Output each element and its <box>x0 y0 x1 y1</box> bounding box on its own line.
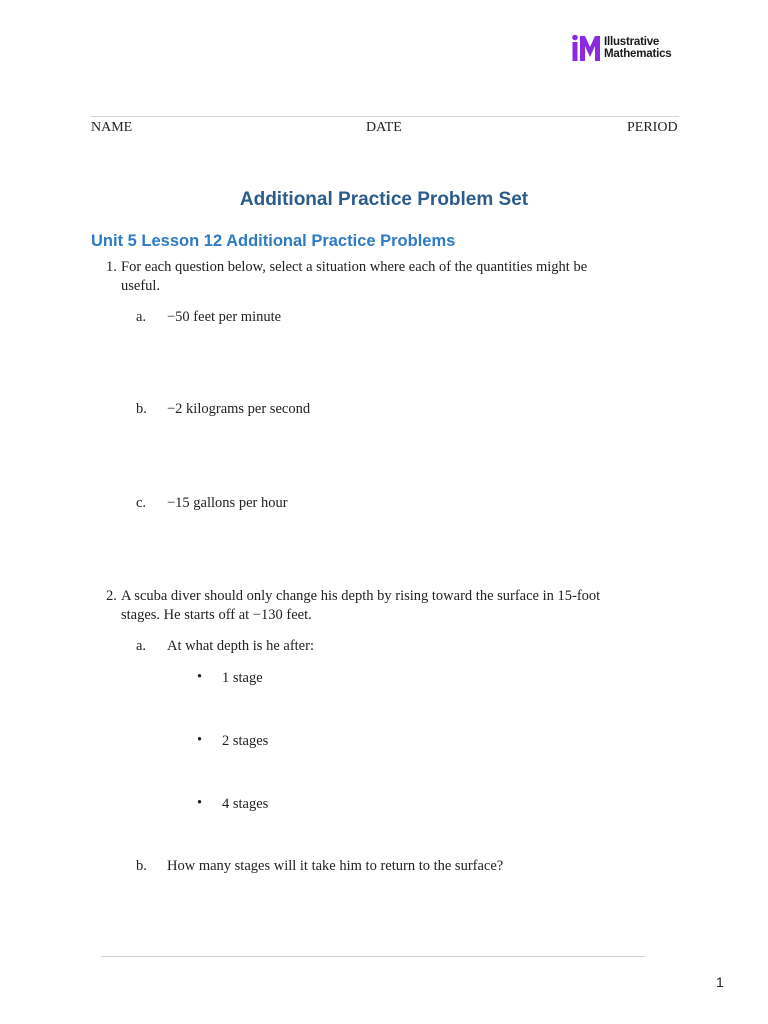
problem-2b-letter: b. <box>136 858 147 874</box>
problem-1-number: 1. <box>106 259 117 275</box>
date-label: DATE <box>366 120 402 135</box>
logo-text <box>604 36 671 60</box>
name-label: NAME <box>91 120 133 135</box>
im-logo-icon <box>571 34 603 62</box>
bullet-icon: • <box>197 732 203 748</box>
problem-1-text-line-1: For each question below, select a situation where each of the quantities might be <box>121 259 588 275</box>
problem-2a-text: At what depth is he after: <box>167 638 314 654</box>
page-title: Additional Practice Problem Set <box>239 189 529 210</box>
problem-2-number: 2. <box>106 588 117 604</box>
problem-2-text-line-2: stages. He starts off at −130 feet. <box>121 607 312 623</box>
problem-2a-bullet-2: 2 stages <box>222 733 269 749</box>
problem-1-text-line-2: useful. <box>121 278 161 294</box>
problem-1a-letter: a. <box>136 309 147 325</box>
problem-2a-bullet-3: 4 stages <box>222 796 269 812</box>
lesson-subtitle: Unit 5 Lesson 12 Additional Practice Problems <box>91 232 456 250</box>
problem-2-text-line-1: A scuba diver should only change his depth by rising toward the surface in 15-foot <box>121 588 601 604</box>
logo-line-2: Mathematics <box>604 48 672 60</box>
problem-1c-text: −15 gallons per hour <box>167 495 288 511</box>
logo <box>571 34 691 62</box>
problem-1b-text: −2 kilograms per second <box>167 401 311 417</box>
problem-1a-text: −50 feet per minute <box>167 309 282 325</box>
period-label: PERIOD <box>627 120 678 135</box>
bullet-icon: • <box>197 669 203 685</box>
problem-1c-letter: c. <box>136 495 147 511</box>
logo-line-1: Illustrative <box>604 36 660 48</box>
problem-1b-letter: b. <box>136 401 147 417</box>
page-number: 1 <box>716 974 724 990</box>
header-divider <box>90 116 679 117</box>
footer-divider <box>101 956 645 957</box>
problem-2b-text: How many stages will it take him to return to the surface? <box>167 858 504 874</box>
problem-2a-letter: a. <box>136 638 147 654</box>
bullet-icon: • <box>197 795 203 811</box>
problem-2a-bullet-1: 1 stage <box>222 670 263 686</box>
